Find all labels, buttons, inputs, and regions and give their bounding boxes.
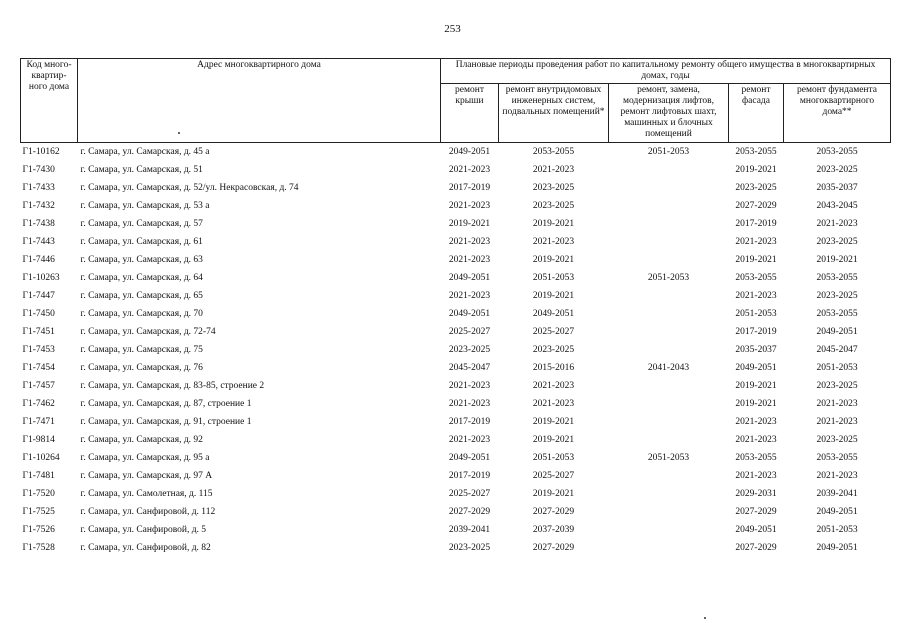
cell-foundation: 2023-2025 — [816, 435, 858, 445]
cell-roof: 2027-2029 — [448, 507, 491, 517]
table-body — [21, 143, 891, 558]
cell-lifts: 2051-2053 — [647, 453, 690, 463]
cell-lifts — [609, 395, 729, 413]
cell-code: Г1-7528 — [22, 543, 55, 553]
cell-roof: 2017-2019 — [448, 183, 491, 193]
cell-facade: 2019-2021 — [735, 381, 777, 391]
cell-roof: 2021-2023 — [448, 435, 491, 445]
table-row — [21, 503, 891, 521]
cell-roof: 2025-2027 — [448, 489, 491, 499]
cell-lifts — [609, 485, 729, 503]
cell-systems: 2019-2021 — [532, 291, 575, 301]
cell-code: Г1-7447 — [22, 291, 55, 301]
header-address: Адрес многоквартирного дома — [78, 59, 441, 143]
cell-foundation: 2053-2055 — [816, 309, 858, 319]
cell-foundation: 2021-2023 — [816, 471, 858, 481]
cell-roof: 2049-2051 — [448, 273, 491, 283]
header-systems: ремонт внутридомовых инженерных систем, подвальных помещений* — [499, 84, 609, 143]
cell-systems: 2019-2021 — [532, 489, 575, 499]
cell-address: г. Самара, ул. Самарская, д. 63 — [80, 255, 203, 265]
cell-systems: 2019-2021 — [532, 255, 575, 265]
cell-foundation: 2019-2021 — [816, 255, 858, 265]
cell-code: Г1-7450 — [22, 309, 55, 319]
cell-lifts — [609, 305, 729, 323]
cell-lifts — [609, 539, 729, 557]
cell-systems: 2021-2023 — [532, 237, 575, 247]
cell-address: г. Самара, ул. Самарская, д. 72-74 — [80, 327, 216, 337]
table-row — [21, 197, 891, 215]
cell-lifts — [609, 413, 729, 431]
cell-lifts — [609, 503, 729, 521]
cell-facade: 2021-2023 — [735, 417, 777, 427]
cell-systems: 2021-2023 — [532, 165, 575, 175]
table-row — [21, 467, 891, 485]
cell-foundation: 2023-2025 — [816, 237, 858, 247]
table-header — [21, 59, 891, 143]
cell-lifts: 2041-2043 — [647, 363, 690, 373]
cell-systems: 2027-2029 — [532, 507, 575, 517]
cell-address: г. Самара, ул. Самарская, д. 65 — [80, 291, 203, 301]
cell-code: Г1-7526 — [22, 525, 55, 535]
cell-lifts — [609, 341, 729, 359]
cell-code: Г1-7525 — [22, 507, 55, 517]
cell-code: Г1-7432 — [22, 201, 55, 211]
cell-address: г. Самара, ул. Самарская, д. 91, строение 1 — [80, 417, 252, 427]
cell-systems: 2019-2021 — [532, 219, 575, 229]
cell-facade: 2021-2023 — [735, 435, 777, 445]
header-facade: ремонт фасада — [729, 84, 784, 143]
cell-code: Г1-7451 — [22, 327, 55, 337]
cell-code: Г1-7430 — [22, 165, 55, 175]
cell-lifts — [609, 287, 729, 305]
cell-foundation: 2021-2023 — [816, 399, 858, 409]
table-row — [21, 341, 891, 359]
cell-address: г. Самара, ул. Самарская, д. 57 — [80, 219, 203, 229]
table-row — [21, 359, 891, 377]
cell-facade: 2049-2051 — [735, 525, 777, 535]
cell-lifts — [609, 377, 729, 395]
cell-roof: 2049-2051 — [448, 147, 491, 157]
cell-foundation: 2023-2025 — [816, 291, 858, 301]
cell-lifts — [609, 323, 729, 341]
cell-code: Г1-7471 — [22, 417, 55, 427]
cell-facade: 2053-2055 — [735, 273, 777, 283]
cell-facade: 2027-2029 — [735, 507, 777, 517]
cell-foundation: 2049-2051 — [816, 327, 858, 337]
cell-facade: 2051-2053 — [735, 309, 777, 319]
cell-code: Г1-7520 — [22, 489, 55, 499]
cell-code: Г1-7453 — [22, 345, 55, 355]
cell-facade: 2021-2023 — [735, 237, 777, 247]
cell-systems: 2051-2053 — [532, 273, 575, 283]
table-row — [21, 323, 891, 341]
cell-systems: 2021-2023 — [532, 381, 575, 391]
cell-facade: 2019-2021 — [735, 255, 777, 265]
cell-lifts — [609, 215, 729, 233]
cell-systems: 2015-2016 — [532, 363, 575, 373]
cell-systems: 2037-2039 — [532, 525, 575, 535]
cell-code: Г1-9814 — [22, 435, 55, 445]
cell-code: Г1-7462 — [22, 399, 55, 409]
cell-facade: 2035-2037 — [735, 345, 777, 355]
cell-roof: 2023-2025 — [448, 543, 491, 553]
cell-lifts — [609, 197, 729, 215]
cell-foundation: 2049-2051 — [816, 507, 858, 517]
cell-code: Г1-7446 — [22, 255, 55, 265]
table-row — [21, 377, 891, 395]
cell-facade: 2027-2029 — [735, 543, 777, 553]
cell-roof: 2021-2023 — [448, 237, 491, 247]
table-row — [21, 233, 891, 251]
cell-address: г. Самара, ул. Самарская, д. 76 — [80, 363, 203, 373]
cell-lifts — [609, 467, 729, 485]
cell-address: г. Самара, ул. Самарская, д. 92 — [80, 435, 203, 445]
cell-lifts — [609, 521, 729, 539]
cell-code: Г1-7457 — [22, 381, 55, 391]
cell-facade: 2019-2021 — [735, 399, 777, 409]
cell-facade: 2053-2055 — [735, 147, 777, 157]
cell-foundation: 2053-2055 — [816, 453, 858, 463]
cell-roof: 2019-2021 — [448, 219, 491, 229]
cell-systems: 2021-2023 — [532, 399, 575, 409]
scan-speck — [178, 132, 180, 134]
table-row — [21, 521, 891, 539]
cell-lifts — [609, 179, 729, 197]
table-row — [21, 215, 891, 233]
cell-lifts — [609, 233, 729, 251]
cell-address: г. Самара, ул. Санфировой, д. 82 — [80, 543, 211, 553]
cell-facade: 2021-2023 — [735, 291, 777, 301]
cell-systems: 2023-2025 — [532, 183, 575, 193]
table-row — [21, 431, 891, 449]
cell-address: г. Самара, ул. Самарская, д. 51 — [80, 165, 203, 175]
cell-foundation: 2049-2051 — [816, 543, 858, 553]
cell-address: г. Самара, ул. Самарская, д. 52/ул. Некрасовская, д. 74 — [80, 183, 299, 193]
cell-foundation: 2053-2055 — [816, 273, 858, 283]
cell-facade: 2017-2019 — [735, 219, 777, 229]
cell-systems: 2025-2027 — [532, 327, 575, 337]
cell-roof: 2049-2051 — [448, 453, 491, 463]
cell-systems: 2053-2055 — [532, 147, 575, 157]
cell-facade: 2023-2025 — [735, 183, 777, 193]
cell-roof: 2021-2023 — [448, 399, 491, 409]
cell-roof: 2021-2023 — [448, 165, 491, 175]
cell-code: Г1-10264 — [22, 453, 60, 463]
cell-address: г. Самара, ул. Самарская, д. 75 — [80, 345, 203, 355]
table-row — [21, 395, 891, 413]
cell-code: Г1-7438 — [22, 219, 55, 229]
cell-address: г. Самара, ул. Самарская, д. 97 А — [80, 471, 213, 481]
cell-address: г. Самара, ул. Самарская, д. 83-85, строение 2 — [80, 381, 265, 391]
cell-lifts — [609, 251, 729, 269]
cell-facade: 2049-2051 — [735, 363, 777, 373]
header-code: Код много-квартир-ного дома — [21, 59, 78, 143]
cell-address: г. Самара, ул. Самарская, д. 70 — [80, 309, 203, 319]
cell-facade: 2021-2023 — [735, 471, 777, 481]
table-row — [21, 161, 891, 179]
scan-speck — [704, 617, 706, 619]
cell-code: Г1-7481 — [22, 471, 55, 481]
cell-roof: 2025-2027 — [448, 327, 491, 337]
cell-systems: 2027-2029 — [532, 543, 575, 553]
cell-lifts — [609, 431, 729, 449]
table-row — [21, 179, 891, 197]
cell-address: г. Самара, ул. Самарская, д. 87, строение 1 — [80, 399, 252, 409]
cell-facade: 2053-2055 — [735, 453, 777, 463]
cell-roof: 2021-2023 — [448, 291, 491, 301]
table-row — [21, 449, 891, 467]
cell-roof: 2017-2019 — [448, 417, 491, 427]
cell-roof: 2045-2047 — [448, 363, 491, 373]
cell-foundation: 2023-2025 — [816, 165, 858, 175]
cell-foundation: 2053-2055 — [816, 147, 858, 157]
header-lifts: ремонт, замена, модернизация лифтов, ремонт лифтовых шахт, машинных и блочных помещений — [609, 84, 729, 143]
cell-roof: 2021-2023 — [448, 381, 491, 391]
cell-foundation: 2043-2045 — [816, 201, 858, 211]
cell-foundation: 2051-2053 — [816, 363, 858, 373]
cell-roof: 2017-2019 — [448, 471, 491, 481]
cell-lifts: 2051-2053 — [647, 147, 690, 157]
cell-foundation: 2051-2053 — [816, 525, 858, 535]
cell-systems: 2049-2051 — [532, 309, 575, 319]
cell-code: Г1-10162 — [22, 147, 60, 157]
cell-code: Г1-7454 — [22, 363, 55, 373]
cell-address: г. Самара, ул. Самарская, д. 45 а — [80, 147, 210, 157]
header-foundation: ремонт фундамента многоквартирного дома** — [784, 84, 891, 143]
cell-address: г. Самара, ул. Санфировой, д. 5 — [80, 525, 207, 535]
table-row — [21, 251, 891, 269]
cell-roof: 2039-2041 — [448, 525, 491, 535]
cell-code: Г1-10263 — [22, 273, 60, 283]
cell-lifts: 2051-2053 — [647, 273, 690, 283]
cell-systems: 2019-2021 — [532, 417, 575, 427]
cell-systems: 2023-2025 — [532, 345, 575, 355]
table-row — [21, 143, 891, 162]
cell-lifts — [609, 161, 729, 179]
cell-foundation: 2021-2023 — [816, 417, 858, 427]
cell-address: г. Самара, ул. Самарская, д. 64 — [80, 273, 203, 283]
header-periods: Плановые периоды проведения работ по капитальному ремонту общего имущества в многоквартирных домах, годы — [441, 59, 891, 84]
cell-facade: 2017-2019 — [735, 327, 777, 337]
page-number: 253 — [444, 23, 461, 35]
cell-systems: 2025-2027 — [532, 471, 575, 481]
cell-facade: 2019-2021 — [735, 165, 777, 175]
table-row — [21, 539, 891, 557]
cell-roof: 2021-2023 — [448, 255, 491, 265]
cell-address: г. Самара, ул. Самолетная, д. 115 — [80, 489, 213, 499]
header-roof: ремонт крыши — [441, 84, 499, 143]
cell-foundation: 2023-2025 — [816, 381, 858, 391]
cell-address: г. Самара, ул. Самарская, д. 53 а — [80, 201, 210, 211]
cell-foundation: 2021-2023 — [816, 219, 858, 229]
cell-systems: 2023-2025 — [532, 201, 575, 211]
cell-roof: 2049-2051 — [448, 309, 491, 319]
table-row — [21, 305, 891, 323]
table-row — [21, 269, 891, 287]
cell-facade: 2027-2029 — [735, 201, 777, 211]
cell-foundation: 2039-2041 — [816, 489, 858, 499]
cell-foundation: 2045-2047 — [816, 345, 858, 355]
cell-address: г. Самара, ул. Санфировой, д. 112 — [80, 507, 216, 517]
cell-address: г. Самара, ул. Самарская, д. 61 — [80, 237, 203, 247]
cell-systems: 2051-2053 — [532, 453, 575, 463]
cell-address: г. Самара, ул. Самарская, д. 95 а — [80, 453, 210, 463]
cell-roof: 2021-2023 — [448, 201, 491, 211]
capital-repair-table — [20, 58, 891, 557]
cell-facade: 2029-2031 — [735, 489, 777, 499]
table-row — [21, 287, 891, 305]
cell-systems: 2019-2021 — [532, 435, 575, 445]
cell-code: Г1-7433 — [22, 183, 55, 193]
cell-roof: 2023-2025 — [448, 345, 491, 355]
table-row — [21, 485, 891, 503]
cell-foundation: 2035-2037 — [816, 183, 858, 193]
cell-code: Г1-7443 — [22, 237, 55, 247]
table-row — [21, 413, 891, 431]
